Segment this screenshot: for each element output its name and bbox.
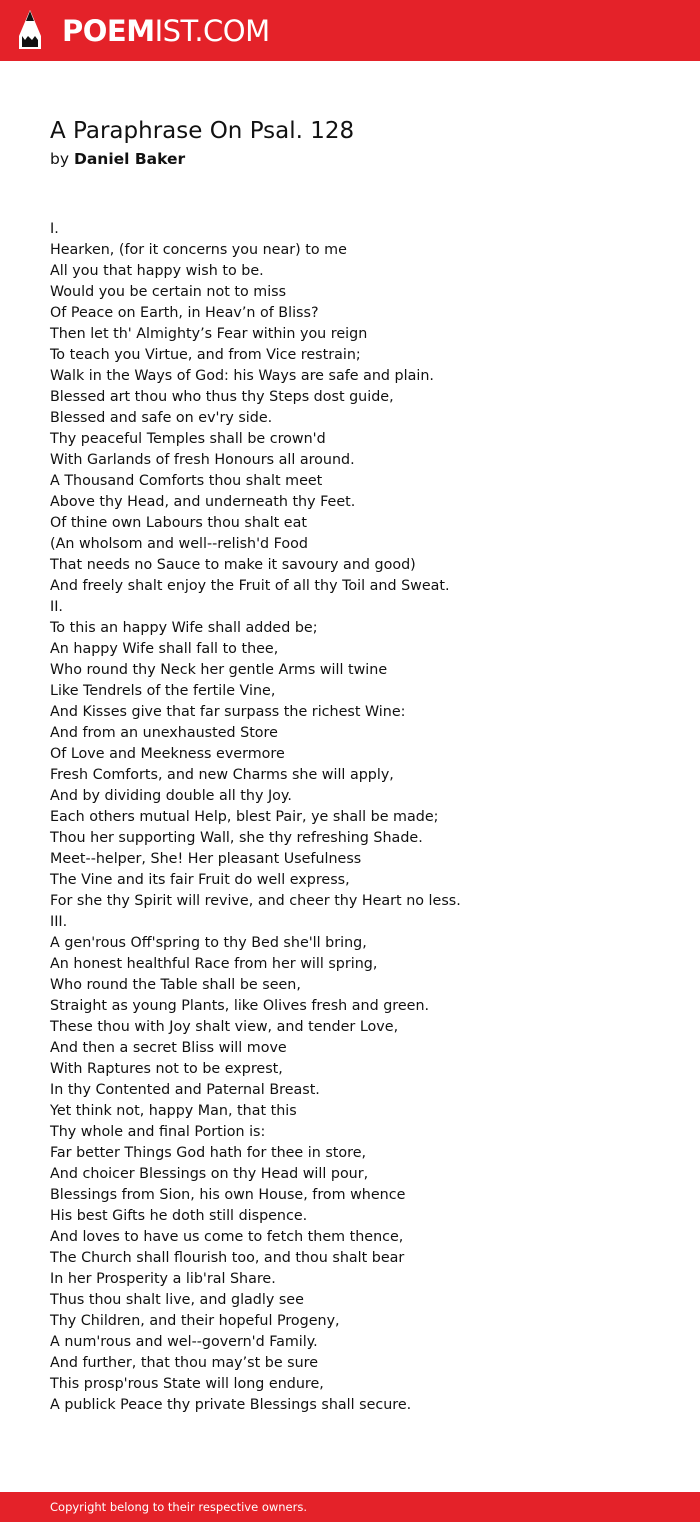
poem-line: That needs no Sauce to make it savoury and good): [50, 557, 416, 573]
poem-line: In thy Contented and Paternal Breast.: [50, 1082, 320, 1098]
poem-line: The Vine and its fair Fruit do well express,: [50, 872, 350, 888]
poem-line: A gen'rous Off'spring to thy Bed she'll bring,: [50, 935, 367, 951]
poem-line: Fresh Comforts, and new Charms she will apply,: [50, 767, 394, 783]
poem-line: Each others mutual Help, blest Pair, ye shall be made;: [50, 809, 439, 825]
poem-line: In her Prosperity a lib'ral Share.: [50, 1271, 276, 1287]
poem-line: Of Peace on Earth, in Heav’n of Bliss?: [50, 305, 319, 321]
poem-line: Of Love and Meekness evermore: [50, 746, 285, 762]
poem-line: Thy Children, and their hopeful Progeny,: [50, 1313, 340, 1329]
byline-prefix: by: [50, 150, 70, 168]
poem-line: His best Gifts he doth still dispence.: [50, 1208, 308, 1224]
poem-line: Hearken, (for it concerns you near) to me: [50, 242, 347, 258]
poem-line: And by dividing double all thy Joy.: [50, 788, 292, 804]
poem-line: With Garlands of fresh Honours all around.: [50, 452, 355, 468]
poem-line: To this an happy Wife shall added be;: [50, 620, 318, 636]
poem-line: Thou her supporting Wall, she thy refreshing Shade.: [50, 830, 423, 846]
poem-line: A num'rous and wel--govern'd Family.: [50, 1334, 318, 1350]
poem-line: Blessed and safe on ev'ry side.: [50, 410, 273, 426]
poem-line: And from an unexhausted Store: [50, 725, 278, 741]
poem-line: A Thousand Comforts thou shalt meet: [50, 473, 323, 489]
site-header: [0, 0, 700, 61]
poem-line: This prosp'rous State will long endure,: [50, 1376, 324, 1392]
poem-line: For she thy Spirit will revive, and cheer thy Heart no less.: [50, 893, 461, 909]
poem-line: Yet think not, happy Man, that this: [50, 1103, 297, 1119]
poem-line: Thy peaceful Temples shall be crown'd: [50, 431, 326, 447]
poem-line: With Raptures not to be exprest,: [50, 1061, 283, 1077]
poem-title: A Paraphrase On Psal. 128: [50, 118, 355, 144]
poem-line: Of thine own Labours thou shalt eat: [50, 515, 307, 531]
pencil-icon[interactable]: [18, 9, 42, 55]
poem-author[interactable]: Daniel Baker: [73, 150, 186, 168]
poem-line: Straight as young Plants, like Olives fresh and green.: [50, 998, 430, 1014]
poem-line: Far better Things God hath for thee in store,: [50, 1145, 367, 1161]
poem-byline: [50, 148, 185, 170]
logo-bold-text: POEM: [62, 14, 155, 48]
poem-line: An happy Wife shall fall to thee,: [50, 641, 279, 657]
poem-line: Above thy Head, and underneath thy Feet.: [50, 494, 356, 510]
poem-line: Who round the Table shall be seen,: [50, 977, 301, 993]
poem-line: Thus thou shalt live, and gladly see: [50, 1292, 304, 1308]
poem-line: Would you be certain not to miss: [50, 284, 287, 300]
poem-line: And then a secret Bliss will move: [50, 1040, 287, 1056]
poem-line: Meet--helper, She! Her pleasant Usefulness: [50, 851, 362, 867]
poem-line: These thou with Joy shalt view, and tender Love,: [50, 1019, 399, 1035]
poem-line: Like Tendrels of the fertile Vine,: [50, 683, 276, 699]
site-footer: [0, 1492, 700, 1522]
poem-line: And loves to have us come to fetch them thence,: [50, 1229, 404, 1245]
poem-body: [50, 219, 680, 1416]
poem-line: I.: [50, 221, 59, 237]
poem-line: Walk in the Ways of God: his Ways are safe and plain.: [50, 368, 434, 384]
poem-line: And Kisses give that far surpass the richest Wine:: [50, 704, 406, 720]
poem-line: III.: [50, 914, 68, 930]
poem-line: Who round thy Neck her gentle Arms will twine: [50, 662, 388, 678]
poem-line: To teach you Virtue, and from Vice restrain;: [50, 347, 361, 363]
poem-line: A publick Peace thy private Blessings shall secure.: [50, 1397, 412, 1413]
poem-line: And freely shalt enjoy the Fruit of all thy Toil and Sweat.: [50, 578, 450, 594]
poem-line: And choicer Blessings on thy Head will pour,: [50, 1166, 369, 1182]
poem-line: And further, that thou may’st be sure: [50, 1355, 319, 1371]
poem-line: An honest healthful Race from her will spring,: [50, 956, 378, 972]
poem-line: II.: [50, 599, 63, 615]
poem-line: Then let th' Almighty’s Fear within you reign: [50, 326, 368, 342]
poem-line: Thy whole and final Portion is:: [50, 1124, 266, 1140]
poem-line: The Church shall flourish too, and thou shalt bear: [50, 1250, 405, 1266]
poem-line: Blessed art thou who thus thy Steps dost guide,: [50, 389, 394, 405]
copyright-text: Copyright belong to their respective owners.: [50, 1500, 308, 1514]
logo-light-text: IST.COM: [154, 14, 270, 48]
poem-line: (An wholsom and well--relish'd Food: [50, 536, 308, 552]
poem-line: Blessings from Sion, his own House, from whence: [50, 1187, 406, 1203]
poem-line: All you that happy wish to be.: [50, 263, 264, 279]
site-logo[interactable]: [62, 11, 270, 51]
